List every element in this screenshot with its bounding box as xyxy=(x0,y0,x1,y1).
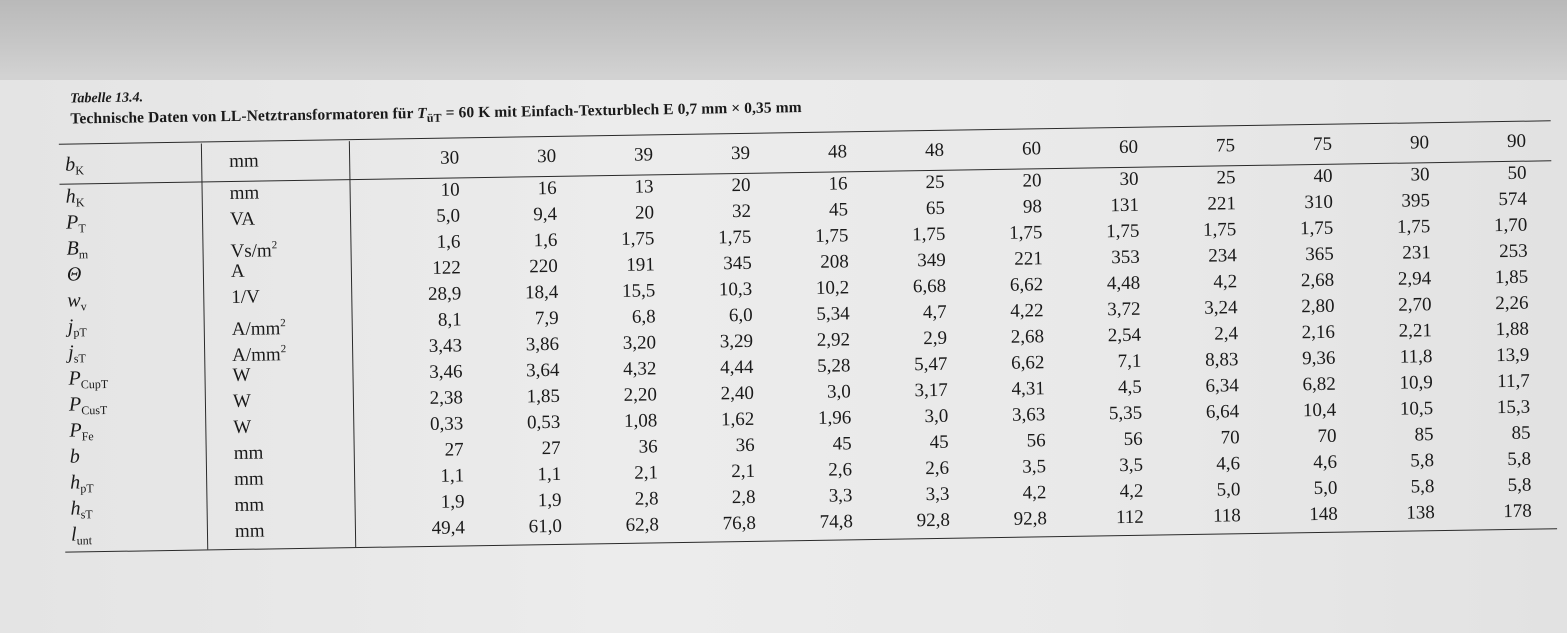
table-cell: 1,85 xyxy=(1494,266,1529,289)
table-cell: 3,0 xyxy=(826,381,852,403)
title-variable-subscript: üT xyxy=(426,110,442,125)
table-cell: 45 xyxy=(828,199,849,221)
table-cell: 49,4 xyxy=(431,517,466,539)
table-cell: 1,1 xyxy=(440,465,465,487)
unit-superscript: 2 xyxy=(280,343,287,356)
table-cell: 2,94 xyxy=(1397,268,1432,290)
table-cell: 90 xyxy=(1409,132,1430,154)
table-cell: 365 xyxy=(1305,243,1334,266)
table-cell: 6,68 xyxy=(912,275,947,298)
table-cell: 4,6 xyxy=(1216,453,1241,475)
row-unit: 1/V xyxy=(231,286,260,309)
table-cell: 30 xyxy=(536,145,557,168)
table-cell: 28,9 xyxy=(427,283,462,305)
table-cell: 221 xyxy=(1207,193,1237,215)
table-cell: 395 xyxy=(1401,190,1431,212)
row-symbol: Θ xyxy=(66,263,82,286)
row-symbol-subscript: v xyxy=(80,299,87,314)
table-cell: 15,5 xyxy=(621,280,656,302)
table-cell: 5,0 xyxy=(1313,477,1338,500)
table-cell: 3,29 xyxy=(719,330,754,353)
table-cell: 6,64 xyxy=(1205,401,1240,423)
table-cell: 4,2 xyxy=(1213,271,1238,293)
table-cell: 5,8 xyxy=(1410,450,1435,472)
table-cell: 65 xyxy=(925,197,946,220)
table-cell: 574 xyxy=(1498,188,1528,211)
table-cell: 349 xyxy=(917,249,946,272)
table-cell: 310 xyxy=(1304,191,1334,214)
table-cell: 2,4 xyxy=(1214,323,1239,345)
table-cell: 20 xyxy=(634,202,655,224)
table-cell: 3,17 xyxy=(914,379,948,402)
table-cell: 62,8 xyxy=(625,514,660,536)
row-unit: W xyxy=(232,390,252,413)
table-cell: 5,34 xyxy=(816,303,850,325)
table-cell: 1,70 xyxy=(1493,214,1528,237)
table-cell: 2,40 xyxy=(720,382,755,405)
table-cell: 75 xyxy=(1215,135,1236,157)
table-cell: 1,75 xyxy=(1299,217,1334,240)
row-symbol-subscript: sT xyxy=(80,507,93,522)
table-cell: 2,68 xyxy=(1010,326,1045,348)
table-cell: 70 xyxy=(1220,427,1240,449)
table-cell: 50 xyxy=(1507,162,1527,184)
row-symbol-subscript: K xyxy=(75,195,85,210)
row-symbol: $P_T$ xyxy=(65,211,86,236)
table-cell: 6,8 xyxy=(631,306,656,328)
row-symbol-subscript: unt xyxy=(76,533,93,548)
row-unit: mm xyxy=(229,182,260,205)
table-cell: 5,0 xyxy=(436,205,461,227)
table-cell: 48 xyxy=(827,141,848,163)
table-cell: 6,62 xyxy=(1009,274,1044,296)
table-cell: 7,9 xyxy=(534,307,559,330)
table-cell: 13 xyxy=(634,176,654,198)
table-cell: 5,28 xyxy=(817,355,851,377)
table-cell: 3,3 xyxy=(828,485,853,507)
table-cell: 27 xyxy=(444,439,464,461)
table-cell: 191 xyxy=(626,254,655,276)
table-cell: 2,68 xyxy=(1300,269,1335,292)
table-cell: 1,75 xyxy=(1105,220,1140,243)
table-cell: 1,75 xyxy=(1396,216,1431,238)
table-cell: 2,1 xyxy=(731,460,756,483)
table-cell: 76,8 xyxy=(722,512,757,535)
table-cell: 39 xyxy=(730,142,751,165)
table-cell: 2,38 xyxy=(429,387,464,409)
table-cell: 2,8 xyxy=(634,488,659,510)
data-table xyxy=(59,122,1557,547)
table-cell: 3,86 xyxy=(525,333,560,356)
table-cell: 27 xyxy=(541,437,561,460)
table-cell: 231 xyxy=(1402,242,1431,264)
table-cell: 6,82 xyxy=(1302,373,1336,396)
table-cell: 61,0 xyxy=(528,515,563,538)
table-cell: 253 xyxy=(1499,240,1528,263)
row-unit: $Vs/m^2$ xyxy=(230,239,278,263)
table-cell: 2,9 xyxy=(923,327,948,350)
unit-superscript: 2 xyxy=(271,239,278,252)
table-cell: 3,5 xyxy=(1022,456,1047,478)
table-cell: 2,6 xyxy=(925,457,950,480)
row-symbol-subscript: m xyxy=(78,247,89,262)
table-cell: 1,75 xyxy=(1008,222,1043,244)
row-unit: mm xyxy=(234,520,265,542)
table-cell: 45 xyxy=(929,431,949,454)
table-cell: 3,46 xyxy=(429,361,463,383)
table-cell: 25 xyxy=(1216,167,1236,189)
table-cell: 6,34 xyxy=(1205,375,1239,397)
table-cell: 1,75 xyxy=(621,228,655,250)
table-cell: 30 xyxy=(1410,164,1430,186)
table-cell: 2,26 xyxy=(1495,292,1529,315)
table-cell: 2,16 xyxy=(1301,321,1336,344)
table-cell: 56 xyxy=(1026,430,1046,452)
table-cell: 2,1 xyxy=(634,462,659,484)
table-cell: 10,4 xyxy=(1302,399,1337,422)
table-cell: 131 xyxy=(1110,194,1140,217)
table-cell: 30 xyxy=(439,147,460,169)
row-symbol-subscript: pT xyxy=(80,481,94,496)
table-cell: 234 xyxy=(1208,245,1237,267)
table-cell: 9,36 xyxy=(1301,347,1336,370)
table-cell: 70 xyxy=(1317,425,1337,447)
row-unit: W xyxy=(233,416,252,439)
table-cell: 178 xyxy=(1503,500,1532,523)
table-cell: 85 xyxy=(1511,422,1531,444)
table-cell: 1,1 xyxy=(537,463,562,486)
table-cell: 20 xyxy=(1022,170,1042,192)
table-cell: 4,6 xyxy=(1313,451,1338,474)
table-cell: 45 xyxy=(832,433,852,455)
table-cell: 138 xyxy=(1406,502,1435,524)
table-cell: 10,5 xyxy=(1399,398,1434,420)
table-cell: 5,8 xyxy=(1507,474,1532,496)
table-cell: 3,72 xyxy=(1107,298,1141,321)
table-cell: 3,43 xyxy=(428,335,463,357)
row-symbol: $P_{Fe}$ xyxy=(69,419,94,444)
table-cell: 7,1 xyxy=(1117,350,1142,373)
table-cell: 1,08 xyxy=(623,410,658,432)
title-prefix: Technische Daten von LL-Netztransformatoren für xyxy=(70,105,418,128)
row-symbol-subscript: sT xyxy=(73,351,86,366)
row-symbol: $B_m$ xyxy=(66,237,89,262)
table-cell: 0,53 xyxy=(526,411,561,434)
row-symbol: $j_{sT}$ xyxy=(67,341,86,366)
row-unit: A xyxy=(230,260,245,283)
table-cell: 18,4 xyxy=(524,281,559,304)
row-unit: W xyxy=(232,364,251,387)
table-cell: 8,83 xyxy=(1204,349,1239,371)
table-cell: 3,63 xyxy=(1011,404,1046,426)
table-cell: 75 xyxy=(1312,133,1333,156)
row-unit: $A/mm^2$ xyxy=(231,317,286,341)
table-cell: 4,7 xyxy=(922,301,947,324)
table-label: Tabelle 13.4. xyxy=(70,90,144,107)
table-cell: 5,0 xyxy=(1216,479,1241,501)
table-cell: 8,1 xyxy=(437,309,462,331)
row-symbol: $l_{unt}$ xyxy=(70,523,93,548)
table-cell: 10 xyxy=(440,179,460,201)
row-unit: VA xyxy=(229,208,256,231)
table-cell: 4,44 xyxy=(720,356,754,379)
row-symbol: $P_{CupT}$ xyxy=(68,367,109,392)
row-symbol: $b_K$ xyxy=(65,153,85,178)
title-variable: T xyxy=(417,104,427,123)
table-cell: 15,3 xyxy=(1496,396,1531,419)
table-cell: 3,3 xyxy=(925,483,950,506)
table-cell: 353 xyxy=(1111,246,1140,269)
table-cell: 1,96 xyxy=(817,407,852,429)
table-cell: 10,2 xyxy=(815,277,850,299)
table-cell: 32 xyxy=(731,200,752,223)
table-cell: 6,0 xyxy=(728,304,753,327)
row-symbol: $h_{sT}$ xyxy=(70,497,93,522)
table-cell: 3,24 xyxy=(1204,297,1238,319)
table-cell: 5,8 xyxy=(1410,476,1435,498)
table-cell: 122 xyxy=(432,257,462,279)
table-cell: 98 xyxy=(1022,196,1043,218)
row-symbol: $P_{CusT}$ xyxy=(68,393,108,418)
table-cell: 3,64 xyxy=(526,359,560,382)
row-symbol: $h_{pT}$ xyxy=(69,471,94,496)
table-cell: 2,6 xyxy=(828,459,853,481)
table-cell: 30 xyxy=(1119,168,1139,191)
row-symbol-subscript: CusT xyxy=(81,402,108,418)
table-cell: 2,92 xyxy=(816,329,851,351)
title-suffix: = 60 K mit Einfach-Texturblech E 0,7 mm × 0,35 mm xyxy=(441,99,802,122)
table-cell: 16 xyxy=(828,173,848,195)
table-cell: 1,75 xyxy=(717,226,752,249)
row-unit: mm xyxy=(233,442,264,465)
table-cell: 4,48 xyxy=(1106,272,1141,295)
table-cell: 5,35 xyxy=(1108,402,1143,425)
table-cell: 13,9 xyxy=(1495,344,1530,367)
row-symbol-subscript: CupT xyxy=(80,376,109,392)
row-symbol-subscript: pT xyxy=(73,325,87,340)
table-cell: 40 xyxy=(1313,165,1333,188)
table-cell: 16 xyxy=(537,177,557,200)
table-cell: 1,62 xyxy=(720,408,755,431)
row-unit: mm xyxy=(233,468,264,490)
table-cell: 92,8 xyxy=(1013,508,1048,530)
table-cell: 1,88 xyxy=(1495,318,1530,341)
table-cell: 4,2 xyxy=(1022,482,1047,504)
table-cell: 74,8 xyxy=(819,511,854,533)
row-symbol: $h_K$ xyxy=(65,185,85,210)
table-cell: 10,9 xyxy=(1399,372,1433,394)
unit-superscript: 2 xyxy=(280,317,286,330)
table-cell: 1,6 xyxy=(533,229,558,252)
table-cell: 345 xyxy=(723,252,752,275)
table-cell: 85 xyxy=(1414,424,1434,446)
row-symbol-subscript: K xyxy=(75,163,85,178)
row-symbol: b xyxy=(69,445,80,468)
row-symbol: $w_v$ xyxy=(67,289,87,314)
row-unit: $A/mm^2$ xyxy=(232,343,287,367)
table-cell: 1,9 xyxy=(440,491,465,513)
table-cell: 2,54 xyxy=(1107,324,1142,347)
table-cell: 20 xyxy=(731,174,751,197)
table-cell: 36 xyxy=(735,434,755,457)
table-cell: 5,8 xyxy=(1507,448,1532,470)
table-cell: 118 xyxy=(1212,505,1241,527)
row-unit: mm xyxy=(234,494,265,516)
table-cell: 208 xyxy=(820,251,849,273)
table-cell: 3,20 xyxy=(622,332,657,354)
table-cell: 25 xyxy=(925,171,945,194)
row-symbol: $j_{pT}$ xyxy=(67,315,87,340)
table-cell: 48 xyxy=(924,139,945,162)
table-cell: 112 xyxy=(1115,506,1145,529)
table-cell: 2,80 xyxy=(1301,295,1335,318)
table-cell: 1,85 xyxy=(526,385,561,408)
table-cell: 220 xyxy=(529,255,558,278)
table-cell: 1,75 xyxy=(814,225,849,247)
table-cell: 39 xyxy=(633,144,654,166)
table-cell: 3,5 xyxy=(1119,454,1144,477)
table-cell: 4,22 xyxy=(1010,300,1044,322)
table-cell: 2,70 xyxy=(1398,294,1432,316)
table-cell: 1,9 xyxy=(537,489,562,512)
table-cell: 1,75 xyxy=(911,223,946,246)
table-cell: 11,7 xyxy=(1497,370,1530,393)
table-cell: 90 xyxy=(1506,130,1527,152)
table-cell: 2,8 xyxy=(731,486,756,509)
table-cell: 4,5 xyxy=(1117,376,1142,399)
table-cell: 1,6 xyxy=(436,231,461,253)
table-cell: 221 xyxy=(1014,248,1043,270)
row-symbol-subscript: Fe xyxy=(81,429,94,444)
table-cell: 92,8 xyxy=(916,509,951,532)
table-cell: 6,62 xyxy=(1010,352,1045,374)
table-cell: 4,2 xyxy=(1119,480,1144,503)
table-cell: 2,20 xyxy=(623,384,658,406)
table-cell: 0,33 xyxy=(429,413,464,435)
table-cell: 4,31 xyxy=(1011,378,1045,400)
table-cell: 60 xyxy=(1118,136,1139,159)
row-symbol-subscript: T xyxy=(78,221,86,236)
table-cell: 9,4 xyxy=(533,203,558,226)
table-cell: 148 xyxy=(1309,503,1338,526)
table-cell: 60 xyxy=(1021,138,1042,160)
table-cell: 4,32 xyxy=(623,358,657,380)
table-cell: 5,47 xyxy=(914,353,948,376)
row-unit: mm xyxy=(228,150,259,173)
table-page xyxy=(40,66,1557,570)
table-cell: 2,21 xyxy=(1398,320,1433,342)
table-caption xyxy=(70,80,802,131)
table-cell: 1,75 xyxy=(1202,219,1237,241)
table-cell: 36 xyxy=(638,436,658,458)
table-cell: 10,3 xyxy=(718,278,753,301)
table-cell: 11,8 xyxy=(1399,346,1433,368)
table-cell: 56 xyxy=(1123,428,1143,451)
table-cell: 3,0 xyxy=(924,405,949,428)
